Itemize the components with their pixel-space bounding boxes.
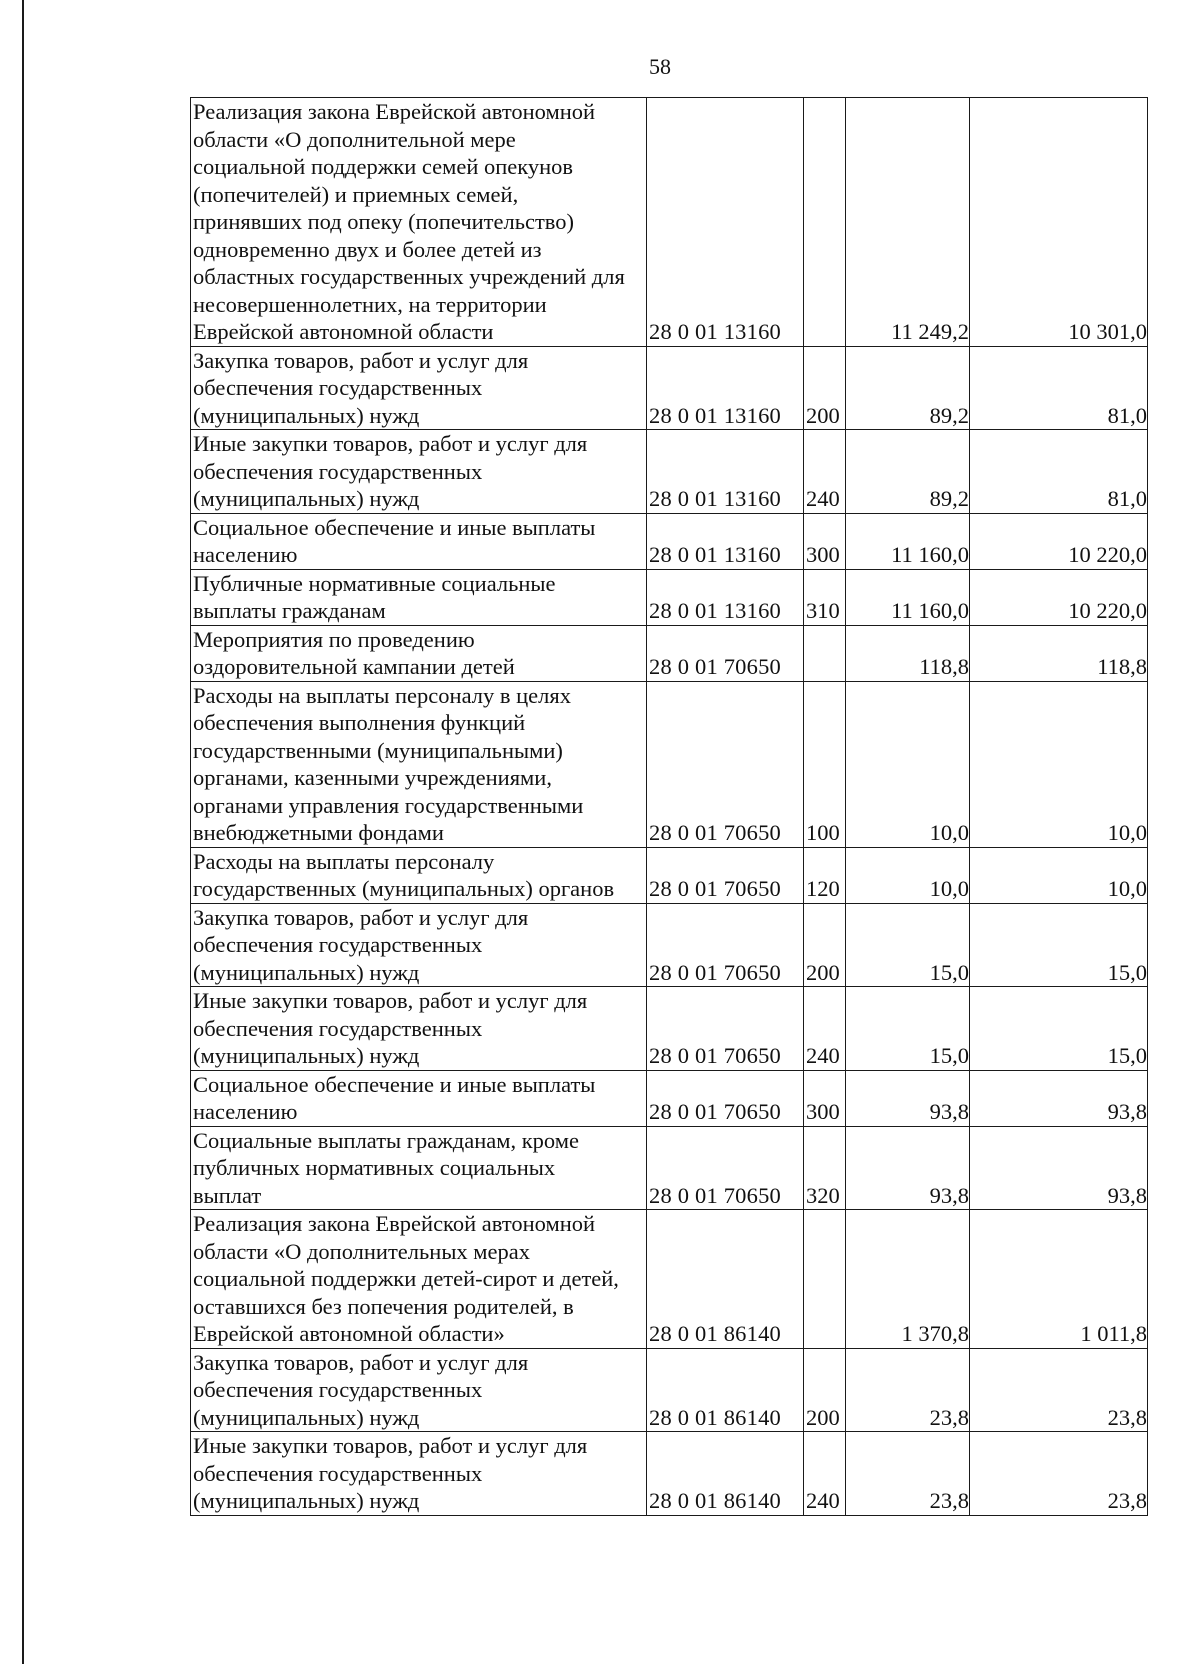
amount-year1-cell: 15,0: [846, 903, 970, 987]
target-code-cell: 28 0 01 13160: [647, 430, 804, 514]
expense-type-cell: 100: [804, 681, 846, 847]
expense-type-cell: 320: [804, 1126, 846, 1210]
target-code-cell: 28 0 01 70650: [647, 1070, 804, 1126]
table-row: [191, 1432, 1148, 1516]
target-code-cell: 28 0 01 86140: [647, 1348, 804, 1432]
row-name-cell: Расходы на выплаты персоналу в целях обеспечения выполнения функций государственными (муниципальными) органами, казенными учреждениями, органами управления государственными внебюджетными фондами: [191, 681, 647, 847]
row-name-cell: Иные закупки товаров, работ и услуг для обеспечения государственных (муниципальных) нужд: [191, 1432, 647, 1516]
amount-year1-cell: 89,2: [846, 430, 970, 514]
budget-table-body: [191, 98, 1148, 1516]
amount-year2-cell: 118,8: [970, 625, 1148, 681]
expense-type-cell: 300: [804, 1070, 846, 1126]
row-name-cell: Иные закупки товаров, работ и услуг для обеспечения государственных (муниципальных) нужд: [191, 430, 647, 514]
amount-year2-cell: 23,8: [970, 1348, 1148, 1432]
row-name-cell: Социальное обеспечение и иные выплаты населению: [191, 513, 647, 569]
row-name-cell: Закупка товаров, работ и услуг для обеспечения государственных (муниципальных) нужд: [191, 346, 647, 430]
amount-year1-cell: 11 160,0: [846, 513, 970, 569]
target-code-cell: 28 0 01 70650: [647, 903, 804, 987]
expense-type-cell: 300: [804, 513, 846, 569]
table-row: [191, 569, 1148, 625]
amount-year2-cell: 1 011,8: [970, 1210, 1148, 1349]
target-code-cell: 28 0 01 86140: [647, 1432, 804, 1516]
amount-year1-cell: 10,0: [846, 847, 970, 903]
table-row: [191, 98, 1148, 347]
amount-year1-cell: 23,8: [846, 1348, 970, 1432]
amount-year2-cell: 93,8: [970, 1070, 1148, 1126]
expense-type-cell: 200: [804, 903, 846, 987]
page-number: 58: [649, 54, 671, 79]
target-code-cell: 28 0 01 70650: [647, 987, 804, 1071]
row-name-cell: Реализация закона Еврейской автономной области «О дополнительных мерах социальной поддержки детей-сирот и детей, оставшихся без попечения родителей, в Еврейской автономной области»: [191, 1210, 647, 1349]
row-name-cell: Социальное обеспечение и иные выплаты населению: [191, 1070, 647, 1126]
amount-year2-cell: 15,0: [970, 987, 1148, 1071]
expense-type-cell: [804, 98, 846, 347]
table-row: [191, 1126, 1148, 1210]
target-code-cell: 28 0 01 86140: [647, 1210, 804, 1349]
amount-year2-cell: 10 220,0: [970, 569, 1148, 625]
target-code-cell: 28 0 01 13160: [647, 569, 804, 625]
expense-type-cell: 240: [804, 430, 846, 514]
table-row: [191, 1070, 1148, 1126]
amount-year1-cell: 93,8: [846, 1126, 970, 1210]
table-row: [191, 847, 1148, 903]
amount-year2-cell: 81,0: [970, 346, 1148, 430]
expense-type-cell: 310: [804, 569, 846, 625]
table-row: [191, 1210, 1148, 1349]
amount-year1-cell: 15,0: [846, 987, 970, 1071]
amount-year2-cell: 81,0: [970, 430, 1148, 514]
row-name-cell: Закупка товаров, работ и услуг для обеспечения государственных (муниципальных) нужд: [191, 903, 647, 987]
table-row: [191, 681, 1148, 847]
expense-type-cell: 240: [804, 987, 846, 1071]
amount-year2-cell: 10,0: [970, 681, 1148, 847]
target-code-cell: 28 0 01 13160: [647, 346, 804, 430]
amount-year1-cell: 118,8: [846, 625, 970, 681]
expense-type-cell: 200: [804, 346, 846, 430]
target-code-cell: 28 0 01 70650: [647, 625, 804, 681]
table-row: [191, 903, 1148, 987]
table-row: [191, 987, 1148, 1071]
table-row: [191, 430, 1148, 514]
target-code-cell: 28 0 01 70650: [647, 1126, 804, 1210]
row-name-cell: Расходы на выплаты персоналу государственных (муниципальных) органов: [191, 847, 647, 903]
row-name-cell: Иные закупки товаров, работ и услуг для обеспечения государственных (муниципальных) нужд: [191, 987, 647, 1071]
row-name-cell: Мероприятия по проведению оздоровительной кампании детей: [191, 625, 647, 681]
amount-year2-cell: 10,0: [970, 847, 1148, 903]
amount-year1-cell: 10,0: [846, 681, 970, 847]
amount-year2-cell: 10 220,0: [970, 513, 1148, 569]
target-code-cell: 28 0 01 13160: [647, 513, 804, 569]
target-code-cell: 28 0 01 70650: [647, 847, 804, 903]
expense-type-cell: 120: [804, 847, 846, 903]
amount-year1-cell: 93,8: [846, 1070, 970, 1126]
row-name-cell: Закупка товаров, работ и услуг для обеспечения государственных (муниципальных) нужд: [191, 1348, 647, 1432]
amount-year2-cell: 15,0: [970, 903, 1148, 987]
amount-year1-cell: 89,2: [846, 346, 970, 430]
expense-type-cell: 200: [804, 1348, 846, 1432]
amount-year2-cell: 93,8: [970, 1126, 1148, 1210]
expense-type-cell: 240: [804, 1432, 846, 1516]
amount-year2-cell: 23,8: [970, 1432, 1148, 1516]
row-name-cell: Социальные выплаты гражданам, кроме публичных нормативных социальных выплат: [191, 1126, 647, 1210]
expense-type-cell: [804, 625, 846, 681]
table-row: [191, 346, 1148, 430]
amount-year1-cell: 23,8: [846, 1432, 970, 1516]
row-name-cell: Реализация закона Еврейской автономной области «О дополнительной мере социальной поддержки семей опекунов (попечителей) и приемных семей, принявших под опеку (попечительство) одновременно двух и более детей из областных государственных учреждений для несовершеннолетних, на территории Еврейской автономной области: [191, 98, 647, 347]
amount-year1-cell: 1 370,8: [846, 1210, 970, 1349]
row-name-cell: Публичные нормативные социальные выплаты гражданам: [191, 569, 647, 625]
table-row: [191, 513, 1148, 569]
amount-year2-cell: 10 301,0: [970, 98, 1148, 347]
table-row: [191, 625, 1148, 681]
target-code-cell: 28 0 01 13160: [647, 98, 804, 347]
target-code-cell: 28 0 01 70650: [647, 681, 804, 847]
budget-table: [190, 97, 1148, 1516]
amount-year1-cell: 11 160,0: [846, 569, 970, 625]
expense-type-cell: [804, 1210, 846, 1349]
amount-year1-cell: 11 249,2: [846, 98, 970, 347]
scan-margin-line: [22, 0, 24, 1664]
table-row: [191, 1348, 1148, 1432]
